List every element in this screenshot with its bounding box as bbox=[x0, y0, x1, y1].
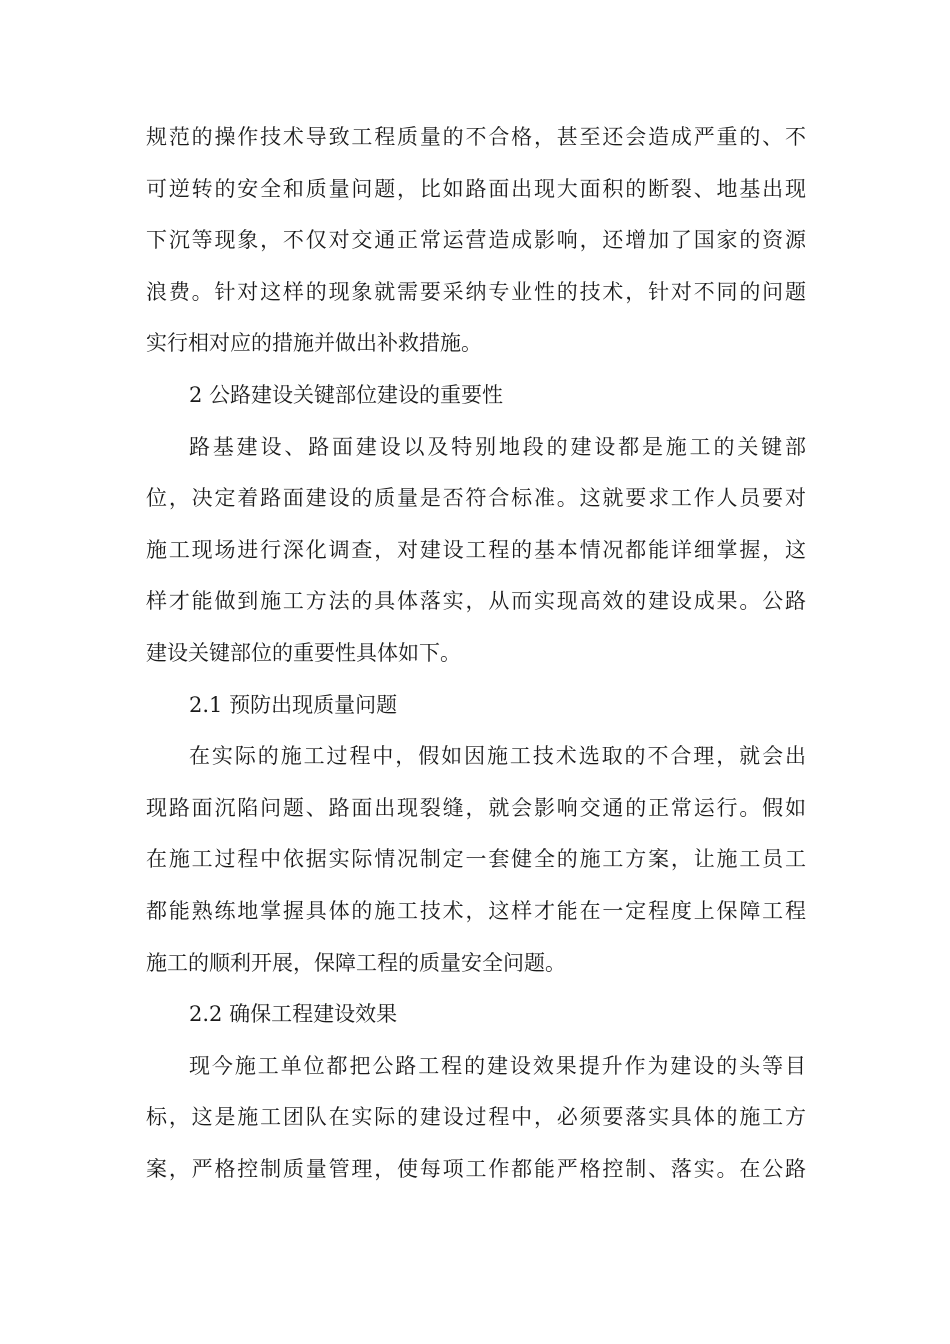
paragraph bbox=[146, 1041, 806, 1196]
text-line: 施工的顺利开展，保障工程的质量安全问题。 bbox=[146, 950, 566, 975]
text-line: 下沉等现象，不仅对交通正常运营造成影响，还增加了国家的资源 bbox=[146, 228, 806, 253]
text-line: 建设关键部位的重要性具体如下。 bbox=[146, 640, 461, 665]
text-line: 规范的操作技术导致工程质量的不合格，甚至还会造成严重的、不 bbox=[146, 125, 806, 149]
text-line: 现路面沉陷问题、路面出现裂缝，就会影响交通的正常运行。假如 bbox=[146, 795, 806, 820]
subsection-heading: 2.1 预防出现质量问题 bbox=[189, 692, 398, 717]
text-line: 现今施工单位都把公路工程的建设效果提升作为建设的头等目 bbox=[189, 1053, 806, 1078]
subsection-heading: 2.2 确保工程建设效果 bbox=[189, 1002, 398, 1027]
text-line: 标，这是施工团队在实际的建设过程中，必须要落实具体的施工方 bbox=[146, 1105, 806, 1130]
text-line: 位，决定着路面建设的质量是否符合标准。这就要求工作人员要对 bbox=[146, 486, 806, 511]
section-heading: 2 公路建设关键部位建设的重要性 bbox=[189, 382, 504, 407]
text-line: 在施工过程中依据实际情况制定一套健全的施工方案，让施工员工 bbox=[146, 847, 806, 872]
text-line: 路基建设、路面建设以及特别地段的建设都是施工的关键部 bbox=[189, 434, 806, 459]
paragraph bbox=[146, 731, 806, 989]
paragraph bbox=[146, 112, 806, 370]
text-line: 浪费。针对这样的现象就需要采纳专业性的技术，针对不同的问题 bbox=[146, 279, 806, 304]
text-line: 都能熟练地掌握具体的施工技术，这样才能在一定程度上保障工程 bbox=[146, 898, 806, 923]
document-body bbox=[146, 112, 806, 1195]
text-line: 可逆转的安全和质量问题，比如路面出现大面积的断裂、地基出现 bbox=[146, 176, 806, 201]
paragraph bbox=[146, 422, 806, 680]
text-line: 实行相对应的措施并做出补救措施。 bbox=[146, 331, 482, 356]
text-line: 样才能做到施工方法的具体落实，从而实现高效的建设成果。公路 bbox=[146, 589, 806, 614]
text-line: 施工现场进行深化调查，对建设工程的基本情况都能详细掌握，这 bbox=[146, 537, 806, 562]
text-line: 案，严格控制质量管理，使每项工作都能严格控制、落实。在公路 bbox=[146, 1156, 806, 1181]
text-line: 在实际的施工过程中，假如因施工技术选取的不合理，就会出 bbox=[189, 744, 806, 769]
